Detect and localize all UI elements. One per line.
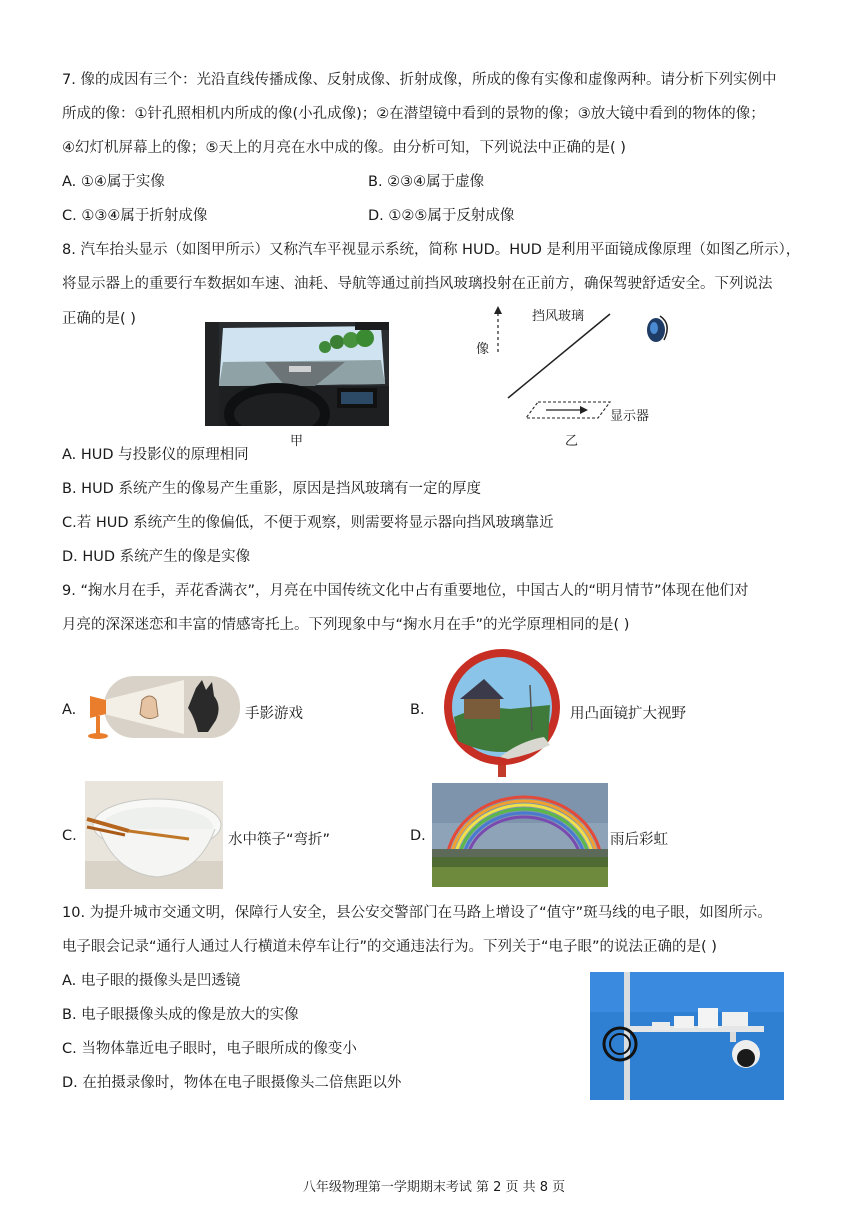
q9-option-c-text: 水中筷子“弯折”: [228, 832, 331, 848]
hud-photo-caption: 甲: [290, 434, 304, 449]
diagram-caption: 乙: [565, 434, 579, 449]
q10-option-d: D. 在拍摄录像时，物体在电子眼摄像头二倍焦距以外: [62, 1075, 402, 1091]
q9-option-b-text: 用凸面镜扩大视野: [570, 706, 686, 722]
q7-option-b: B. ②③④属于虚像: [368, 174, 485, 190]
q9-option-a-letter: A.: [62, 702, 77, 718]
q7-option-c: C. ①③④属于折射成像: [62, 208, 208, 224]
q8-stem-line3: 正确的是( ): [62, 311, 136, 327]
hud-mirror-diagram: [470, 302, 690, 452]
q7-stem-line3: ④幻灯机屏幕上的像；⑤天上的月亮在水中成的像。由分析可知，下列说法中正确的是( ): [62, 140, 626, 156]
rainbow-image: [432, 783, 608, 887]
q9-option-d-letter: D.: [410, 828, 426, 844]
q9-stem-line1: 9. “掬水月在手，弄花香满衣”，月亮在中国传统文化中占有重要地位，中国古人的“明月情节”体现在他们对: [62, 583, 749, 599]
q10-stem-line2: 电子眼会记录“通行人通过人行横道未停车让行”的交通违法行为。下列关于“电子眼”的说法正确的是( ): [62, 939, 717, 955]
q8-option-a: A. HUD 与投影仪的原理相同: [62, 447, 249, 463]
windshield-label: 挡风玻璃: [532, 309, 585, 324]
q7-option-d: D. ①②⑤属于反射成像: [368, 208, 515, 224]
electronic-eye-camera-image: [590, 972, 784, 1100]
hand-shadow-image: [84, 670, 242, 744]
q8-stem-line1: 8. 汽车抬头显示（如图甲所示）又称汽车平视显示系统，简称 HUD。HUD 是利用平面镜成像原理（如图乙所示），: [62, 242, 801, 258]
q9-stem-line2: 月亮的深深迷恋和丰富的情感寄托上。下列现象中与“掬水月在手”的光学原理相同的是( ): [62, 617, 630, 633]
q9-option-d-text: 雨后彩虹: [610, 832, 668, 848]
q9-option-c-letter: C.: [62, 828, 77, 844]
q9-option-b-letter: B.: [410, 702, 425, 718]
hud-car-photo: [205, 322, 389, 426]
q10-option-a: A. 电子眼的摄像头是凹透镜: [62, 973, 241, 989]
q10-option-c: C. 当物体靠近电子眼时，电子眼所成的像变小: [62, 1041, 357, 1057]
q9-option-a-text: 手影游戏: [245, 706, 303, 722]
image-label: 像: [476, 342, 490, 357]
q8-option-b: B. HUD 系统产生的像易产生重影，原因是挡风玻璃有一定的厚度: [62, 481, 481, 497]
q8-option-d: D. HUD 系统产生的像是实像: [62, 549, 251, 565]
convex-mirror-image: [440, 645, 564, 777]
q7-stem-line1: 7. 像的成因有三个：光沿直线传播成像、反射成像、折射成像，所成的像有实像和虚像两种。请分析下列实例中: [62, 72, 777, 88]
q7-option-a: A. ①④属于实像: [62, 174, 165, 190]
q10-stem-line1: 10. 为提升城市交通文明，保障行人安全，县公安交警部门在马路上增设了“值守”斑马线的电子眼，如图所示。: [62, 905, 772, 921]
q8-option-c: C.若 HUD 系统产生的像偏低，不便于观察，则需要将显示器向挡风玻璃靠近: [62, 515, 554, 531]
display-label: 显示器: [610, 409, 650, 424]
bent-chopstick-image: [85, 781, 223, 889]
q10-option-b: B. 电子眼摄像头成的像是放大的实像: [62, 1007, 299, 1023]
q7-stem-line2: 所成的像：①针孔照相机内所成的像(小孔成像)；②在潜望镜中看到的景物的像；③放大镜中看到的物体的像；: [62, 106, 765, 122]
page-footer: 八年级物理第一学期期末考试 第 2 页 共 8 页: [302, 1180, 566, 1195]
q8-stem-line2: 将显示器上的重要行车数据如车速、油耗、导航等通过前挡风玻璃投射在正前方，确保驾驶舒适安全。下列说法: [62, 276, 773, 292]
